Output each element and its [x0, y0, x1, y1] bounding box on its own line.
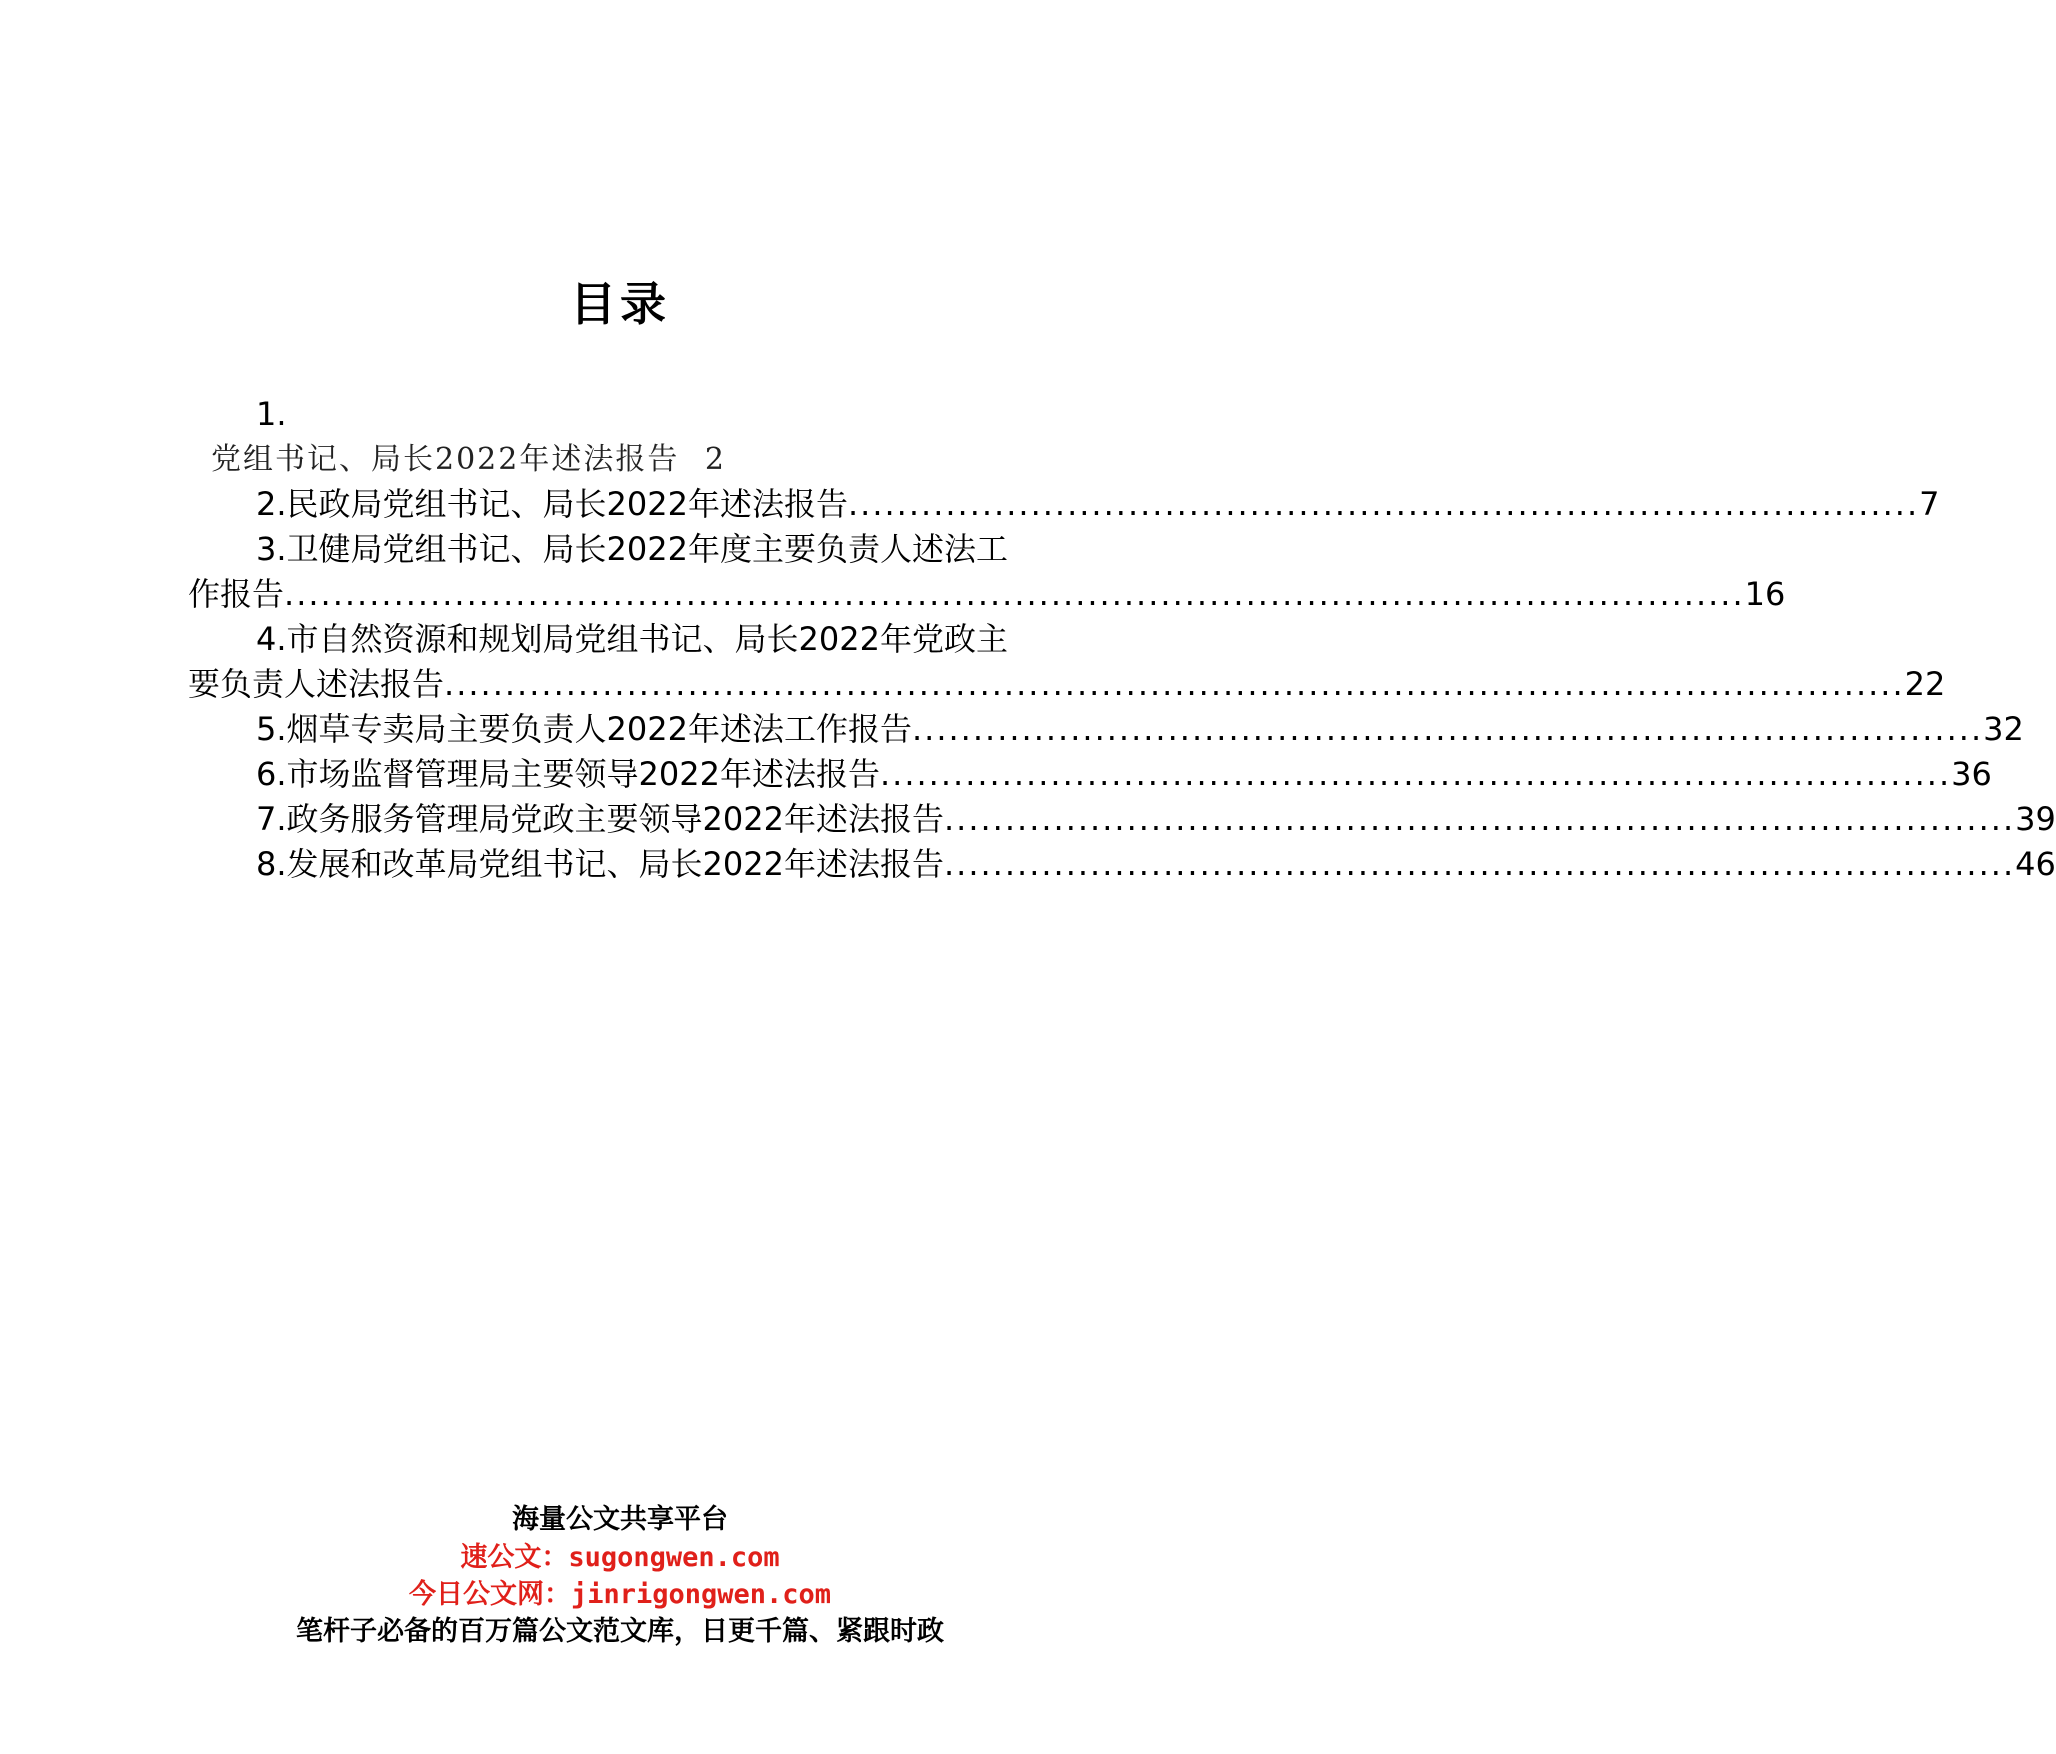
toc-item-page: 36 [1951, 755, 1992, 793]
footer-link-label: 速公文： [460, 1542, 569, 1573]
footer-link-label: 今日公文网： [408, 1579, 571, 1610]
toc-item-page: 22 [1904, 665, 1946, 703]
dot-leader: ........................................................................................ [911, 710, 1984, 748]
toc-item-3-line1[interactable] [188, 527, 1054, 572]
toc-item-1[interactable] [188, 437, 1054, 482]
toc-item-title: 党组书记、局长2022年述法报告 [211, 442, 680, 477]
toc-item-page: 32 [1983, 710, 2024, 748]
footer-link-url[interactable]: jinrigongwen.com [570, 1579, 832, 1610]
toc-item-page: 2 [704, 442, 726, 477]
toc-item-number: 1. [256, 395, 287, 433]
toc-item-6[interactable] [188, 752, 1992, 797]
toc-item-title: 4.市自然资源和规划局党组书记、局长2022年党政主 [256, 620, 1008, 658]
page-title: 目录 [570, 277, 670, 331]
toc-item-5[interactable] [188, 707, 2024, 752]
toc-item-8[interactable] [188, 842, 2056, 887]
toc-item-title: 2.民政局党组书记、局长2022年述法报告 [256, 485, 848, 523]
toc-item-title: 7.政务服务管理局党政主要领导2022年述法报告 [256, 800, 944, 838]
toc-item-1-number[interactable] [188, 392, 1054, 437]
toc-item-3-line2[interactable] [188, 572, 1786, 617]
footer-tagline: 笔杆子必备的百万篇公文范文库，日更千篇、紧跟时政 [296, 1616, 944, 1647]
footer-link-jinrigongwen[interactable] [0, 1572, 1240, 1611]
toc-item-2[interactable] [188, 482, 1940, 527]
toc-item-title: 3.卫健局党组书记、局长2022年度主要负责人述法工 [256, 530, 1008, 568]
toc-item-title-cont: 要负责人述法报告 [188, 665, 445, 703]
toc-item-4-line2[interactable] [188, 662, 1946, 707]
dot-leader: ........................................................................................ [943, 800, 2016, 838]
footer-link-url[interactable]: sugongwen.com [568, 1542, 780, 1573]
dot-leader: ........................................................................................................................ [284, 575, 1745, 613]
toc-item-title: 5.烟草专卖局主要负责人2022年述法工作报告 [256, 710, 912, 748]
table-of-contents [188, 392, 2056, 887]
toc-item-page: 16 [1744, 575, 1786, 613]
dot-leader: ........................................................................................ [879, 755, 1952, 793]
dot-leader: ........................................................................................................................ [444, 665, 1905, 703]
toc-item-page: 46 [2015, 845, 2056, 883]
footer-link-sugongwen[interactable] [0, 1535, 1240, 1574]
toc-item-title: 6.市场监督管理局主要领导2022年述法报告 [256, 755, 880, 793]
toc-item-title: 8.发展和改革局党组书记、局长2022年述法报告 [256, 845, 944, 883]
toc-item-page: 7 [1919, 485, 1940, 523]
toc-item-title-cont: 作报告 [188, 575, 285, 613]
dot-leader: ........................................................................................ [943, 845, 2016, 883]
toc-item-7[interactable] [188, 797, 2056, 842]
dot-leader: ........................................................................................ [847, 485, 1920, 523]
toc-item-page: 39 [2015, 800, 2056, 838]
footer-slogan: 海量公文共享平台 [512, 1504, 728, 1535]
toc-item-4-line1[interactable] [188, 617, 1054, 662]
